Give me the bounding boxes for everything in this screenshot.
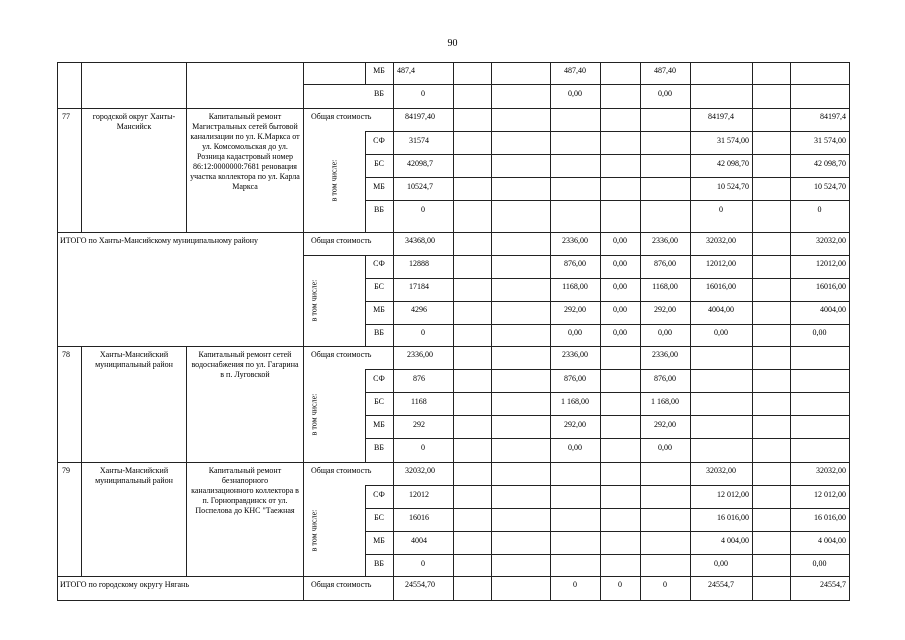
itogo-hm-vb-value: 0 xyxy=(421,328,425,337)
itogo-hm-bs-value: 17184 xyxy=(409,282,429,291)
row79-number: 79 xyxy=(62,466,70,475)
row78-vb-value: 0 xyxy=(421,443,425,452)
row77-mb-label: МБ xyxy=(373,182,385,191)
itogo-hm-mb-c2: 292,00 xyxy=(564,305,586,314)
row79-mb-label: МБ xyxy=(373,536,385,545)
row78-sf-c2: 876,00 xyxy=(564,374,586,383)
row78-sf-value: 876 xyxy=(413,374,425,383)
row79-bs-b: 16 016,00 xyxy=(814,513,846,522)
row78-bs-label: БС xyxy=(374,397,384,406)
row78-total-c4: 2336,00 xyxy=(652,350,678,359)
page-number: 90 xyxy=(447,38,458,49)
row78-project: Капитальный ремонт сетей водоснабжения по ул. Гагарина в п. Луговской xyxy=(191,350,299,379)
itogo-hm-bs-c2: 1168,00 xyxy=(562,282,588,291)
itogo-hm-sf-c4: 876,00 xyxy=(654,259,676,268)
itogo-hm-vb-c4: 0,00 xyxy=(658,328,672,337)
itogo-hm-total-b: 32032,00 xyxy=(816,236,846,245)
row77-vb-b: 0 xyxy=(817,205,822,214)
itogo-hm-mb-b: 4004,00 xyxy=(820,305,846,314)
row77-total-a: 84197,4 xyxy=(708,112,734,121)
row79-sf-b: 12 012,00 xyxy=(814,490,846,499)
top-mb-label: МБ xyxy=(373,66,385,75)
row79-bs-label: БС xyxy=(374,513,384,522)
row79-vb-value: 0 xyxy=(421,559,425,568)
itogo-nyagan-label: ИТОГО по городскому округу Нягань xyxy=(60,580,189,589)
row77-number: 77 xyxy=(62,112,70,121)
row79-mb-a: 4 004,00 xyxy=(721,536,749,545)
row78-mb-label: МБ xyxy=(373,420,385,429)
itogo-nyagan-a: 24554,7 xyxy=(708,580,734,589)
row79-sf-a: 12 012,00 xyxy=(717,490,749,499)
top-vb-c4: 0,00 xyxy=(658,89,672,98)
itogo-nyagan-c2: 0 xyxy=(573,580,577,589)
row77-territory: городской округ Ханты-Мансийск xyxy=(92,112,176,131)
row79-mb-b: 4 004,00 xyxy=(818,536,846,545)
row77-bs-b: 42 098,70 xyxy=(814,159,846,168)
row78-vb-label: ВБ xyxy=(374,443,384,452)
itogo-hm-mb-value: 4296 xyxy=(411,305,427,314)
top-vb-label: ВБ xyxy=(374,89,384,98)
itogo-hm-sf-label: СФ xyxy=(373,259,385,268)
itogo-hm-bs-a: 16016,00 xyxy=(706,282,736,291)
row79-mb-value: 4004 xyxy=(411,536,427,545)
row77-bs-label: БС xyxy=(374,159,384,168)
row79-total-b: 32032,00 xyxy=(816,466,846,475)
itogo-hm-total: 34368,00 xyxy=(405,236,435,245)
itogo-hm-mb-label: МБ xyxy=(373,305,385,314)
itogo-hm-sf-c2: 876,00 xyxy=(564,259,586,268)
itogo-hm-mb-a: 4004,00 xyxy=(708,305,734,314)
itogo-hm-bs-b: 16016,00 xyxy=(816,282,846,291)
row78-vb-c2: 0,00 xyxy=(568,443,582,452)
itogo-hm-mb-c4: 292,00 xyxy=(654,305,676,314)
row77-mb-b: 10 524,70 xyxy=(814,182,846,191)
top-mb-value: 487,4 xyxy=(397,66,415,75)
row78-bs-c4: 1 168,00 xyxy=(651,397,679,406)
row77-vb-label: ВБ xyxy=(374,205,384,214)
row77-total-label: Общая стоимость xyxy=(311,112,372,121)
itogo-hm-total-c4: 2336,00 xyxy=(652,236,678,245)
row78-total-c2: 2336,00 xyxy=(562,350,588,359)
row79-sf-label: СФ xyxy=(373,490,385,499)
row78-sf-label: СФ xyxy=(373,374,385,383)
itogo-hm-bs-label: БС xyxy=(374,282,384,291)
row77-sf-label: СФ xyxy=(373,136,385,145)
itogo-hm-vb-c3: 0,00 xyxy=(613,328,627,337)
row77-incl-label: в том числе: xyxy=(329,159,339,202)
itogo-nyagan-b: 24554,7 xyxy=(820,580,846,589)
itogo-hm-total-a: 32032,00 xyxy=(706,236,736,245)
row77-mb-value: 10524,7 xyxy=(407,182,433,191)
row78-incl-label: в том числе: xyxy=(309,393,319,436)
row77-bs-value: 42098,7 xyxy=(407,159,433,168)
itogo-hm-vb-b: 0,00 xyxy=(812,328,827,337)
row78-number: 78 xyxy=(62,350,70,359)
itogo-hm-sf-a: 12012,00 xyxy=(706,259,736,268)
row78-bs-c2: 1 168,00 xyxy=(561,397,589,406)
row78-vb-c4: 0,00 xyxy=(658,443,672,452)
itogo-hm-label: ИТОГО по Ханты-Мансийскому муниципальному району xyxy=(60,236,258,245)
top-vb-c2: 0,00 xyxy=(568,89,582,98)
itogo-hm-sf-c3: 0,00 xyxy=(613,259,627,268)
row79-vb-a: 0,00 xyxy=(714,559,728,568)
itogo-hm-total-c2: 2336,00 xyxy=(562,236,588,245)
row77-total-b: 84197,4 xyxy=(820,112,846,121)
row79-total-label: Общая стоимость xyxy=(311,466,372,475)
row78-sf-c4: 876,00 xyxy=(654,374,676,383)
row79-vb-label: ВБ xyxy=(374,559,384,568)
row78-mb-value: 292 xyxy=(413,420,425,429)
row79-total: 32032,00 xyxy=(405,466,435,475)
row79-bs-value: 16016 xyxy=(409,513,429,522)
top-mb-c2: 487,40 xyxy=(564,66,586,75)
row78-mb-c4: 292,00 xyxy=(654,420,676,429)
top-vb-value: 0 xyxy=(421,89,425,98)
row78-territory: Ханты-Мансийский муниципальный район xyxy=(95,350,173,369)
row79-vb-b: 0,00 xyxy=(812,559,827,568)
itogo-hm-mb-c3: 0,00 xyxy=(613,305,627,314)
row77-sf-value: 31574 xyxy=(409,136,429,145)
itogo-hm-total-label: Общая стоимость xyxy=(311,236,372,245)
itogo-hm-incl-label: в том числе: xyxy=(309,279,319,322)
itogo-hm-vb-c2: 0,00 xyxy=(568,328,582,337)
row78-mb-c2: 292,00 xyxy=(564,420,586,429)
itogo-hm-bs-c3: 0,00 xyxy=(613,282,627,291)
row77-sf-a: 31 574,00 xyxy=(717,136,749,145)
row79-total-a: 32032,00 xyxy=(706,466,736,475)
itogo-nyagan-total: 24554,70 xyxy=(405,580,435,589)
itogo-hm-total-c3: 0,00 xyxy=(613,236,627,245)
row79-incl-label: в том числе: xyxy=(309,509,319,552)
row77-sf-b: 31 574,00 xyxy=(814,136,846,145)
row78-total-label: Общая стоимость xyxy=(311,350,372,359)
row79-project: Капитальный ремонт безнапорного канализационного коллектора в п. Горноправдинск от ул. Поспелова до КНС "Таежная xyxy=(191,466,299,515)
row78-total: 2336,00 xyxy=(407,350,433,359)
row77-vb-a: 0 xyxy=(719,205,723,214)
row77-vb-value: 0 xyxy=(421,205,425,214)
itogo-hm-vb-a: 0,00 xyxy=(714,328,728,337)
itogo-nyagan-total-label: Общая стоимость xyxy=(311,580,372,589)
top-mb-c4: 487,40 xyxy=(654,66,676,75)
row79-sf-value: 12012 xyxy=(409,490,429,499)
row78-bs-value: 1168 xyxy=(411,397,427,406)
itogo-nyagan-c3: 0 xyxy=(618,580,622,589)
itogo-hm-sf-value: 12888 xyxy=(409,259,429,268)
row79-bs-a: 16 016,00 xyxy=(717,513,749,522)
row77-project: Капитальный ремонт Магистральных сетей бытовой канализации по ул. К.Маркса от ул. Комсомольская до ул. Розница кадастровый номер 86:12:0000000:7681 реновация участка коллектора по ул. Карла Маркса xyxy=(190,112,300,191)
row77-mb-a: 10 524,70 xyxy=(717,182,749,191)
row77-total: 84197,40 xyxy=(405,112,435,121)
itogo-hm-bs-c4: 1168,00 xyxy=(652,282,678,291)
itogo-hm-sf-b: 12012,00 xyxy=(816,259,846,268)
row79-territory: Ханты-Мансийский муниципальный район xyxy=(95,466,173,485)
itogo-nyagan-c4: 0 xyxy=(663,580,667,589)
row77-bs-a: 42 098,70 xyxy=(717,159,749,168)
itogo-hm-vb-label: ВБ xyxy=(374,328,384,337)
